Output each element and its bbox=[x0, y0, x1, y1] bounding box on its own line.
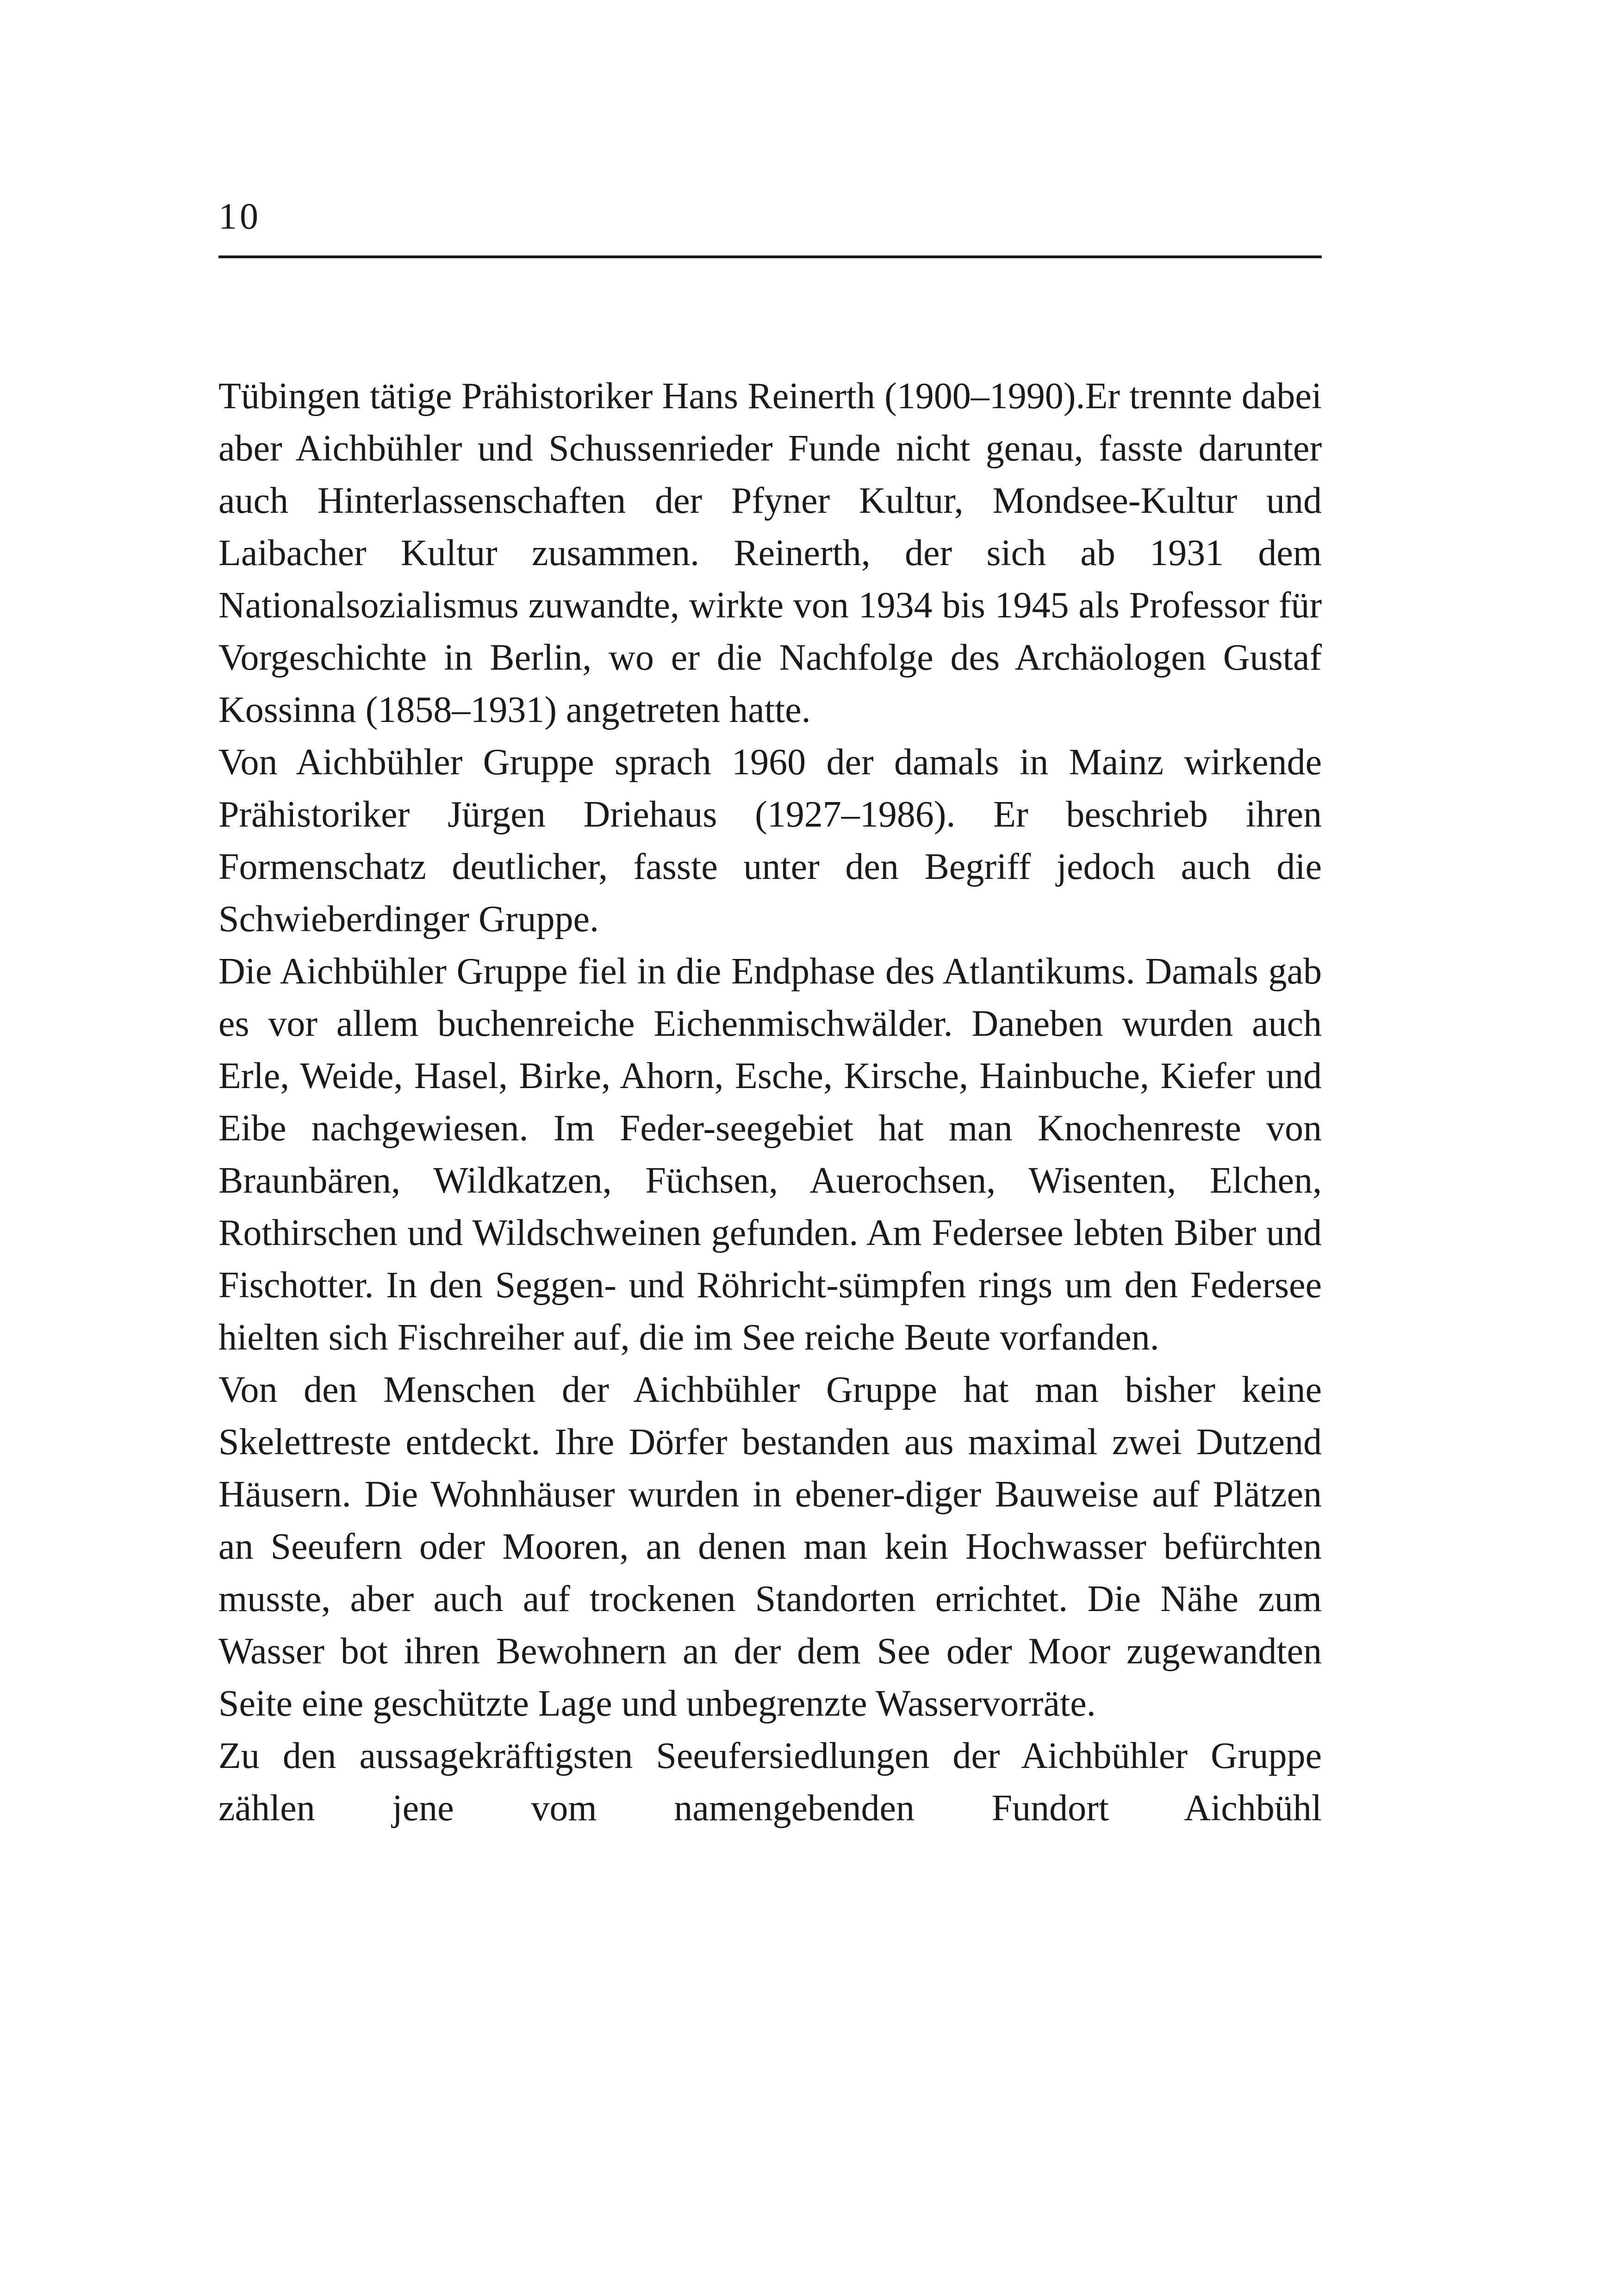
paragraph-settlements: Von den Menschen der Aichbühler Gruppe hat man bisher keine Skelettreste entdeckt. Ihre Dörfer bestanden aus maximal zwei Dutzend Häusern. Die Wohnhäuser wurden in ebener-diger Bauweise auf Plätzen an Seeufern oder Mooren, an denen man kein Hochwasser befürchten musste, aber auch auf trockenen Standorten errichtet. Die Nähe zum Wasser bot ihren Bewohnern an der dem See oder Moor zugewandten Seite eine geschützte Lage und unbegrenzte Wasservorräte. bbox=[218, 1369, 1322, 1724]
page-number: 10 bbox=[218, 196, 261, 237]
paragraph-environment: Die Aichbühler Gruppe fiel in die Endphase des Atlantikums. Damals gab es vor allem buchenreiche Eichenmischwälder. Daneben wurden auch Erle, Weide, Hasel, Birke, Ahorn, Esche, Kirsche, Hainbuche, Kiefer und Eibe nachgewiesen. Im Feder-seegebiet hat man Knochenreste von Braunbären, Wildkatzen, Füchsen, Auerochsen, Wisenten, Elchen, Rothirschen und Wildschweinen gefunden. Am Federsee lebten Biber und Fischotter. In den Seggen- und Röhricht-sümpfen rings um den Federsee hielten sich Fischreiher auf, die im See reiche Beute vorfanden. bbox=[218, 951, 1322, 1358]
paragraph-sites: Zu den aussagekräftigsten Seeufersiedlungen der Aichbühler Gruppe zählen jene vom namengebenden Fundort Aichbühl bbox=[218, 1736, 1322, 1829]
paragraph-driehaus: Von Aichbühler Gruppe sprach 1960 der damals in Mainz wirkende Prähistoriker Jürgen Driehaus (1927–1986). Er beschrieb ihren Formenschatz deutlicher, fasste unter den Begriff jedoch auch die Schwieberdinger Gruppe. bbox=[218, 742, 1322, 940]
paragraph-reinerth: Tübingen tätige Prähistoriker Hans Reinerth (1900–1990).Er trennte dabei aber Aichbühler und Schussenrieder Funde nicht genau, fasste darunter auch Hinterlassenschaften der Pfyner Kultur, Mondsee-Kultur und Laibacher Kultur zusammen. Reinerth, der sich ab 1931 dem Nationalsozialismus zuwandte, wirkte von 1934 bis 1945 als Professor für Vorgeschichte in Berlin, wo er die Nachfolge des Archäologen Gustaf Kossinna (1858–1931) angetreten hatte. bbox=[218, 376, 1322, 730]
header-rule bbox=[218, 255, 1322, 258]
body-text bbox=[218, 370, 1322, 1835]
